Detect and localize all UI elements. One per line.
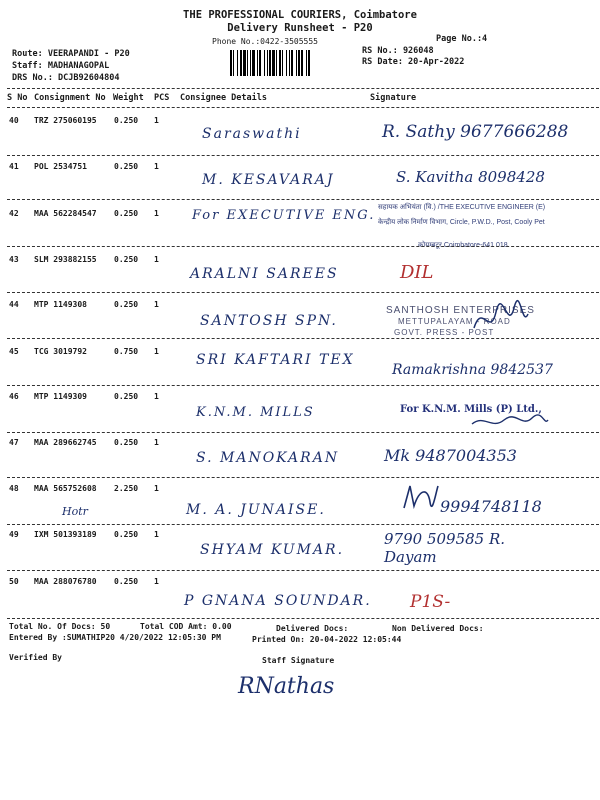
stamp-line: सहायक अभियंता (वि.) /THE EXECUTIVE ENGINEER (E) [378,204,546,211]
total-cod: Total COD Amt: 0.00 [140,622,232,631]
row-signature: Ramakrishna 9842537 [392,362,553,378]
row-weight: 0.250 [114,530,139,539]
row-signature: Mk 9487004353 [384,446,517,465]
row-note: Hotr [62,505,88,518]
row-signature: R. Sathy 9677666288 [382,122,569,142]
row-weight: 2.250 [114,484,139,493]
phone-number: Phone No.:0422-3505555 [212,37,318,46]
stamp-line: केन्द्रीय लोक निर्माण विभाग, Circle, P.W.D., Post, Cooly Pet [378,219,545,226]
row-pcs: 1 [154,347,159,356]
row-consignee: K.N.M. MILLS [196,405,315,420]
handwritten-signature-icon [470,298,530,340]
row-consignee: SHYAM KUMAR. [200,542,345,558]
row-consignee: P GNANA SOUNDAR. [184,593,372,609]
row-sno: 41 [9,162,19,171]
row-sno: 50 [9,577,19,586]
row-weight: 0.250 [114,209,139,218]
row-consignee: Saraswathi [202,126,302,142]
row-pcs: 1 [154,209,159,218]
handwritten-signature-icon [470,412,550,432]
row-divider [7,199,599,200]
runsheet-title: Delivery Runsheet - P20 [227,22,373,34]
row-sno: 42 [9,209,19,218]
row-pcs: 1 [154,438,159,447]
row-weight: 0.750 [114,347,139,356]
stamp-line: SANTHOSH ENTERPRISES [386,305,535,316]
staff-signature: RNathas [238,674,335,699]
row-signature: DIL [400,262,434,283]
row-weight: 0.250 [114,162,139,171]
row-divider [7,524,599,525]
row-pcs: 1 [154,530,159,539]
page-number: Page No.:4 [436,34,488,44]
col-signature: Signature [370,93,417,103]
row-consignee: For EXECUTIVE ENG. [192,208,376,223]
row-consignee: ARALNI SAREES [190,266,339,282]
col-pcs: PCS [154,93,170,103]
row-weight: 0.250 [114,116,139,125]
row-consignment: MAA 562284547 [34,209,97,218]
header-divider [7,88,599,89]
staff-signature-label: Staff Signature [262,656,335,665]
row-sno: 48 [9,484,19,493]
row-consignment: MAA 288076780 [34,577,97,586]
row-sno: 40 [9,116,19,125]
row-pcs: 1 [154,162,159,171]
row-divider [7,570,599,571]
entered-by: Entered By :SUMATHIP20 4/20/2022 12:05:30 PM [9,633,221,642]
col-consignment: Consignment No [34,93,106,103]
row-pcs: 1 [154,392,159,401]
verified-by: Verified By [9,653,62,662]
row-divider [7,385,599,386]
table-bottom-divider [7,618,599,619]
row-pcs: 1 [154,484,159,493]
stamp-line: METTUPALAYAM - ROAD [398,317,511,326]
printed-on: Printed On: 20-04-2022 12:05:44 [252,635,402,644]
row-consignment: POL 2534751 [34,162,87,171]
row-sno: 47 [9,438,19,447]
row-consignment: MAA 565752608 [34,484,97,493]
row-consignee: M. KESAVARAJ [202,172,335,188]
stamp-line: GOVT. PRESS - POST [394,328,495,337]
route-label: Route: VEERAPANDI - P20 [12,49,130,59]
non-delivered-docs: Non Delivered Docs: [392,624,484,633]
col-consignee: Consignee Details [180,93,267,103]
row-weight: 0.250 [114,438,139,447]
row-divider [7,338,599,339]
staff-label: Staff: MADHANAGOPAL [12,61,110,71]
row-signature: 9790 509585 R. Dayam [384,530,506,566]
row-consignee: SANTOSH SPN. [200,313,338,329]
executive-engineer-stamp [378,203,545,250]
row-consignee: SRI KAFTARI TEX [196,352,355,368]
row-consignment: SLM 293882155 [34,255,97,264]
row-consignee: M. A. JUNAISE. [186,502,326,518]
row-sno: 44 [9,300,19,309]
row-signature: 9994748118 [440,497,542,516]
row-consignment: MAA 289662745 [34,438,97,447]
row-pcs: 1 [154,255,159,264]
row-sno: 43 [9,255,19,264]
row-signature: P1S- [410,592,451,612]
column-divider [7,107,599,108]
row-weight: 0.250 [114,300,139,309]
col-sno: S No [7,93,28,103]
row-signature: S. Kavitha 8098428 [396,168,545,186]
drs-number: DRS No.: DCJB92604804 [12,73,120,83]
row-weight: 0.250 [114,577,139,586]
delivered-docs: Delivered Docs: [276,624,349,633]
handwritten-signature-icon [400,482,440,512]
rs-number: RS No.: 926048 [362,46,434,56]
row-sno: 46 [9,392,19,401]
row-consignment: MTP 1149309 [34,392,87,401]
row-consignment: TCG 3019792 [34,347,87,356]
row-consignment: IXM 501393189 [34,530,97,539]
row-weight: 0.250 [114,392,139,401]
row-divider [7,432,599,433]
knm-stamp: For K.N.M. Mills (P) Ltd., [400,404,542,415]
barcode-bar [310,50,311,76]
company-name: THE PROFESSIONAL COURIERS, Coimbatore [183,9,417,21]
row-divider [7,155,599,156]
barcode-icon [230,50,360,76]
row-consignee: S. MANOKARAN [196,450,340,466]
row-divider [7,292,599,293]
rs-date: RS Date: 20-Apr-2022 [362,57,465,67]
total-docs: Total No. Of Docs: 50 [9,622,111,631]
row-consignment: MTP 1149308 [34,300,87,309]
row-divider [7,477,599,478]
row-pcs: 1 [154,116,159,125]
row-pcs: 1 [154,300,159,309]
row-weight: 0.250 [114,255,139,264]
row-pcs: 1 [154,577,159,586]
row-divider [7,246,599,247]
row-sno: 45 [9,347,19,356]
row-consignment: TRZ 275060195 [34,116,97,125]
row-sno: 49 [9,530,19,539]
col-weight: Weight [113,93,144,103]
stamp-line: कोयम्बटूर Coimbatore-641 018 [418,242,508,249]
